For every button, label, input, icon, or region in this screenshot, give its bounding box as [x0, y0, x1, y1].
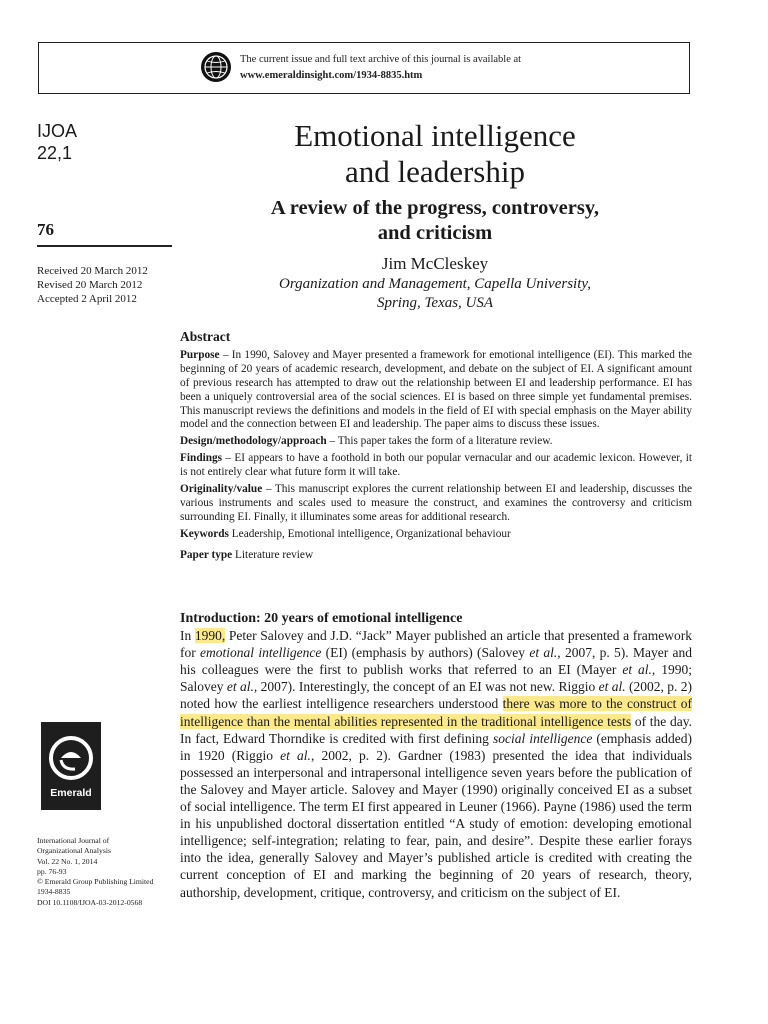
globe-icon — [200, 51, 232, 83]
pubinfo-line: pp. 76-93 — [37, 866, 67, 876]
intro-emphasis: social intelligence — [493, 730, 593, 746]
emerald-logo-text: Emerald — [50, 787, 92, 799]
divider — [37, 245, 172, 247]
revised-date: Revised 20 March 2012 — [37, 279, 143, 291]
journal-url-link[interactable]: www.emeraldinsight.com/1934-8835.htm — [240, 70, 423, 81]
article-subtitle — [185, 196, 685, 246]
paper-type-text: Literature review — [232, 548, 314, 561]
intro-emphasis: emotional intelligence — [200, 645, 322, 661]
intro-emphasis: et al. — [226, 679, 254, 695]
article-title — [185, 118, 685, 190]
subtitle-line: and criticism — [377, 222, 493, 244]
findings-paragraph — [180, 452, 692, 480]
journal-volume: 22,1 — [37, 143, 73, 163]
abstract-heading: Abstract — [180, 329, 231, 344]
banner-text — [240, 52, 521, 84]
pubinfo-line: Vol. 22 No. 1, 2014 — [37, 856, 98, 866]
intro-text: (2002, p. 2) noted how the earliest intelligence researchers understood — [180, 679, 692, 712]
highlighted-text[interactable]: 1990, — [194, 628, 226, 644]
intro-text: In — [180, 628, 195, 644]
pubinfo-line: International Journal of — [37, 836, 110, 845]
banner-line: The current issue and full text archive of this journal is available at — [240, 54, 522, 65]
intro-emphasis: et al. — [622, 662, 652, 678]
subtitle-line: A review of the progress, controversy, — [270, 197, 600, 219]
introduction-paragraph — [180, 627, 692, 901]
findings-text: – EI appears to have a foothold in both our popular vernacular and our academic lexicon. However, it is not entirely clear what future form it will take. — [180, 452, 692, 479]
title-line: Emotional intelligence — [294, 118, 576, 153]
intro-text: , 2007). Interestingly, the concept of an EI was not new. Riggio — [253, 679, 599, 695]
originality-label: Originality/value — [180, 483, 263, 496]
journal-abbrev: IJOA — [37, 121, 78, 141]
author-name: Jim McCleskey — [381, 254, 489, 273]
originality-paragraph — [180, 483, 692, 525]
paper-type-label: Paper type — [180, 548, 233, 561]
highlighted-text[interactable]: there was more to the construct of intelligence than the mental abilities represented in the traditional intelligence tests — [180, 696, 693, 729]
keywords-paragraph — [180, 528, 692, 542]
article-dates — [37, 264, 148, 306]
introduction-section — [180, 610, 692, 901]
intro-text: , 2007, p. 5). Mayer and his colleagues were the first to publish works that referred to an EI (Mayer — [180, 645, 692, 678]
intro-emphasis: et al. — [280, 747, 311, 763]
received-date: Received 20 March 2012 — [37, 265, 148, 277]
introduction-heading: Introduction: 20 years of emotional intelligence — [180, 611, 463, 626]
intro-text: Peter Salovey and J.D. “Jack” Mayer published an article that presented a framework for — [180, 628, 692, 661]
intro-text: , 1990; Salovey — [180, 662, 692, 695]
purpose-paragraph — [180, 349, 692, 432]
doi-link[interactable]: DOI 10.1108/IJOA-03-2012-0568 — [37, 897, 143, 907]
design-label: Design/methodology/approach — [180, 435, 327, 448]
purpose-text: – In 1990, Salovey and Mayer presented a framework for emotional intelligence (EI). This marked the beginning of 20 years of academic research, development, and debate on the subject of EI. A significant amount of previous research has attempted to draw out the relationship between EI and leadership performance. EI has been a uniquely controversial area of the social sciences. EI is based on three simple yet fundamental premises. This manuscript reviews the definitions and models in the field of EI with special emphasis on the Mayer ability model and the connection between EI and leadership. The paper aims to discuss these issues. — [180, 348, 692, 431]
abstract-section — [180, 330, 692, 566]
purpose-label: Purpose — [180, 348, 220, 361]
paper-type-paragraph — [180, 549, 692, 563]
accepted-date: Accepted 2 April 2012 — [37, 293, 137, 305]
intro-emphasis: et al. — [598, 679, 626, 695]
pubinfo-line: Organizational Analysis — [37, 846, 111, 856]
keywords-text: Leadership, Emotional intelligence, Organizational behaviour — [228, 527, 511, 540]
findings-label: Findings — [180, 452, 223, 465]
affiliation-line: Spring, Texas, USA — [376, 295, 494, 311]
title-line: and leadership — [345, 154, 525, 189]
author-affiliation — [185, 275, 685, 313]
originality-text: – This manuscript explores the current relationship between EI and leadership, discusses the various instruments and scales used to measure the construct, and examines the controversy and criticism surrounding EI. Finally, it illuminates some areas for additional research. — [180, 483, 692, 523]
keywords-label: Keywords — [180, 527, 229, 540]
intro-text: (EI) (emphasis by authors) (Salovey — [321, 645, 530, 661]
intro-text: , 2002, p. 2). Gardner (1983) presented the idea that individuals possessed an interpersonal and intrapersonal intelligence seven years before the publication of the Salovey and Mayer article. Salovey and Mayer (1990) originally conceived EI as a subset of social intelligence. The term EI first appeared in Leuner (1966). Payne (1986) used the term in his unpublished doctoral dissertation entitled “A study of emotion: developing emotional intelligence; self-integration; relating to fear, pain, and desire”. Despite these earlier forays into the idea, generally Salovey and Mayer’s published article is credited with creating the current conception of EI and marking the beginning of 20 years of research, theory, authorship, development, critique, controversy, and criticism on the subject of EI. — [180, 747, 692, 900]
pubinfo-line: 1934-8835 — [37, 887, 71, 897]
design-paragraph — [180, 435, 692, 449]
intro-text: of the day. In fact, Edward Thorndike is credited with first defining — [180, 713, 692, 746]
affiliation-line: Organization and Management, Capella University, — [279, 276, 591, 292]
publication-info — [37, 836, 187, 908]
pubinfo-line: © Emerald Group Publishing Limited — [37, 877, 154, 887]
intro-emphasis: et al. — [529, 645, 558, 661]
design-text: – This paper takes the form of a literature review. — [326, 435, 553, 448]
page-number: 76 — [37, 220, 54, 239]
journal-code — [37, 120, 77, 164]
intro-text: (emphasis added) in 1920 (Riggio — [180, 730, 693, 763]
